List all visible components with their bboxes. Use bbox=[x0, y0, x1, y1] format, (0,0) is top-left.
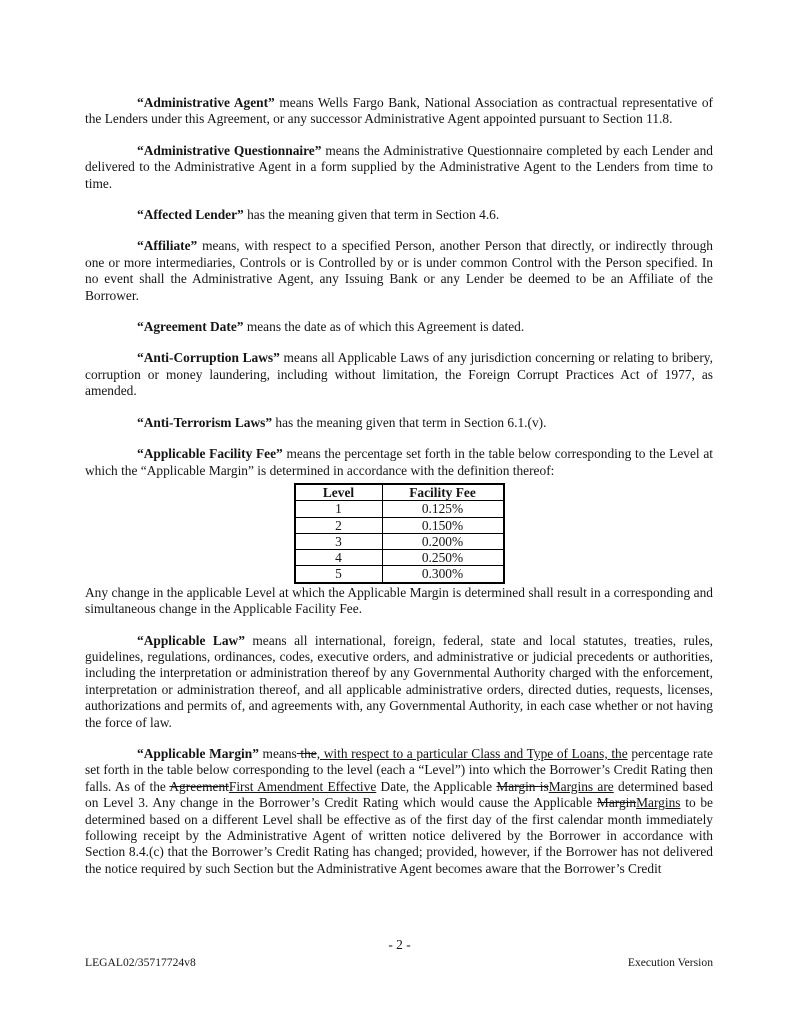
def-agreement-date bbox=[85, 319, 713, 335]
table-cell: 5 bbox=[295, 566, 383, 583]
def-anti-terrorism-laws bbox=[85, 415, 713, 431]
inserted-text: Margins bbox=[636, 795, 681, 811]
inserted-text: First Amendment Effective bbox=[228, 778, 377, 794]
fee-table-continuation bbox=[85, 585, 713, 618]
table-cell: 2 bbox=[295, 517, 383, 533]
body-text: means bbox=[258, 745, 297, 761]
body-text: means the percentage set forth in the table below corresponding to the Level at which the “Applicable Margin” is determined in accordance with the definition thereof: bbox=[85, 446, 713, 478]
defined-term: “Affected Lender” bbox=[137, 207, 244, 223]
table-cell: 0.250% bbox=[382, 550, 504, 566]
defined-term: “Agreement Date” bbox=[137, 319, 244, 335]
table-row bbox=[295, 566, 504, 583]
deleted-text: Margin bbox=[596, 795, 637, 811]
def-applicable-facility-fee bbox=[85, 446, 713, 479]
body-text: means all international, foreign, federal, state and local statutes, treaties, rules, guidelines, regulations, ordinances, codes, executive orders, and administrative or judicial precedents or authorities, including the interpretation or administration thereof by any Governmental Authority charged with the enforcement, interpretation or administration thereof, and all applicable administrative orders, directed duties, requests, licenses, authorizations and permits of, and agreements with, any Governmental Authority, in each case whether or not having the force of law. bbox=[85, 632, 713, 730]
page-footer bbox=[85, 956, 713, 969]
table-cell: 4 bbox=[295, 550, 383, 566]
def-anti-corruption-laws bbox=[85, 350, 713, 399]
deleted-text: the bbox=[296, 745, 317, 761]
table-cell: 0.200% bbox=[382, 533, 504, 549]
table-row bbox=[295, 550, 504, 566]
def-administrative-questionnaire bbox=[85, 143, 713, 192]
defined-term: “Administrative Agent” bbox=[137, 95, 275, 110]
defined-term: “Anti-Terrorism Laws” bbox=[137, 414, 273, 430]
body-text: determined based on Level 3. Any change in the Borrower’s Credit Rating which would cause the Applicable bbox=[85, 778, 713, 811]
table-row bbox=[295, 501, 504, 517]
body-text: means, with respect to a specified Person, another Person that directly, or indirectly through one or more intermediaries, Controls or is Controlled by or is under common Control with the Person specified. In no event shall the Administrative Agent, any Issuing Bank or any Lender be deemed to be an Affiliate of the Borrower. bbox=[85, 238, 713, 303]
defined-term: “Anti-Corruption Laws” bbox=[137, 350, 280, 366]
page-number: - 2 - bbox=[388, 937, 411, 952]
footer-version-label: Execution Version bbox=[627, 956, 713, 969]
body-text: has the meaning given that term in Section 4.6. bbox=[243, 207, 500, 223]
defined-term: “Applicable Law” bbox=[137, 632, 245, 648]
def-applicable-margin bbox=[85, 746, 713, 877]
facility-fee-table bbox=[294, 483, 505, 584]
table-header-cell: Level bbox=[295, 484, 383, 501]
table-row bbox=[295, 533, 504, 549]
defined-term: “Affiliate” bbox=[137, 238, 198, 254]
body-text: means the Administrative Questionnaire completed by each Lender and delivered to the Administrative Agent in a form supplied by the Administrative Agent to the Lenders from time to time. bbox=[85, 142, 713, 191]
body-text: means Wells Fargo Bank, National Association as contractual representative of the Lenders under this Agreement, or any successor Administrative Agent appointed pursuant to Section 11.8. bbox=[85, 95, 713, 127]
inserted-text: , with respect to a particular Class and Type of Loans, the bbox=[316, 745, 628, 761]
footer-document-id: LEGAL02/35717724v8 bbox=[85, 956, 196, 969]
def-applicable-law bbox=[85, 633, 713, 731]
body-text: Any change in the applicable Level at which the Applicable Margin is determined shall result in a corresponding and simultaneous change in the Applicable Facility Fee. bbox=[85, 584, 713, 617]
table-cell: 1 bbox=[295, 501, 383, 517]
deleted-text: Margin is bbox=[496, 778, 549, 794]
table-header-cell: Facility Fee bbox=[382, 484, 504, 501]
body-text: means the date as of which this Agreement is dated. bbox=[243, 319, 525, 335]
table-row bbox=[295, 517, 504, 533]
defined-term: “Administrative Questionnaire” bbox=[137, 142, 322, 158]
table-cell: 0.125% bbox=[382, 501, 504, 517]
def-administrative-agent bbox=[85, 95, 713, 128]
inserted-text: Margins are bbox=[548, 778, 614, 794]
defined-term: “Applicable Margin” bbox=[137, 745, 259, 761]
def-affected-lender bbox=[85, 207, 713, 223]
defined-term: “Applicable Facility Fee” bbox=[137, 446, 283, 462]
body-text: Date, the Applicable bbox=[376, 778, 497, 794]
body-text: means all Applicable Laws of any jurisdiction concerning or relating to bribery, corruption or money laundering, including without limitation, the Foreign Corrupt Practices Act of 1977, as amended. bbox=[85, 350, 713, 399]
table-header-row bbox=[295, 484, 504, 501]
table-cell: 3 bbox=[295, 533, 383, 549]
table-cell: 0.300% bbox=[382, 566, 504, 583]
table-cell: 0.150% bbox=[382, 517, 504, 533]
body-text: has the meaning given that term in Section 6.1.(v). bbox=[272, 414, 547, 430]
body-text: percentage rate set forth in the table below corresponding to the level (each a “Level”) into which the Borrower’s Credit Rating then falls. As of the bbox=[85, 745, 713, 794]
deleted-text: Agreement bbox=[169, 778, 229, 794]
body-text: to be determined based on a different Level shall be effective as of the first day of the first calendar month immediately following receipt by the Administrative Agent of written notice delivered by the Borrower in accordance with Section 8.4.(c) that the Borrower’s Credit Rating has changed; provided, however, if the Borrower has not delivered the notice required by such Section but the Administrative Agent becomes aware that the Borrower’s Credit bbox=[85, 795, 713, 876]
document-body bbox=[85, 95, 713, 892]
def-affiliate bbox=[85, 238, 713, 304]
